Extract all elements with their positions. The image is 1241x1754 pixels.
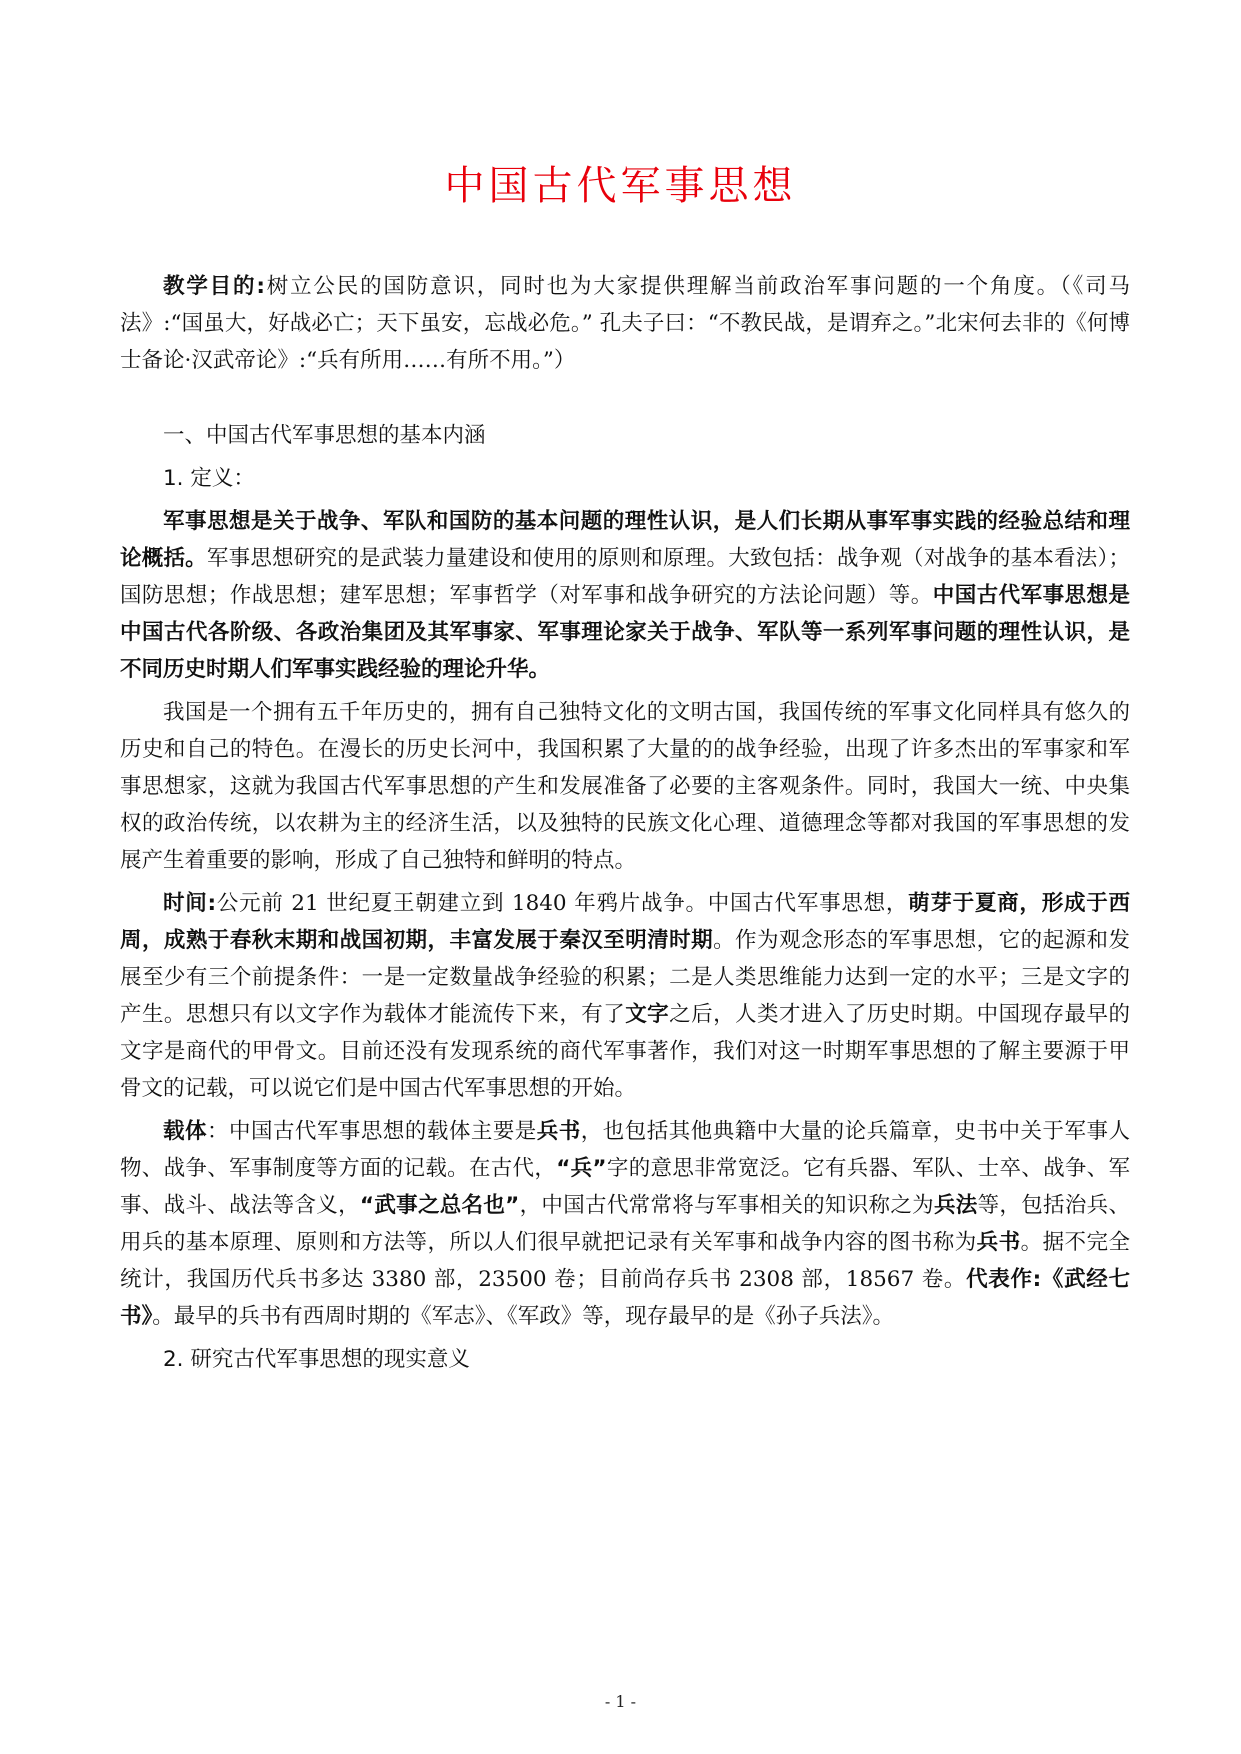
carrier-text-1: ：中国古代军事思想的载体主要是	[206, 1119, 537, 1144]
definition-paragraph	[120, 503, 1130, 688]
objective-label: 教学目的:	[163, 274, 265, 299]
document-body	[120, 268, 1130, 1384]
background-paragraph: 我国是一个拥有五千年历史的，拥有自己独特文化的文明古国，我国传统的军事文化同样具有悠久的历史和自己的特色。在漫长的历史长河中，我国积累了大量的的战争经验，出现了许多杰出的军事家和军事思想家，这就为我国古代军事思想的产生和发展准备了必要的主客观条件。同时，我国大一统、中央集权的政治传统，以农耕为主的经济生活，以及独特的民族文化心理、道德理念等都对我国的军事思想的发展产生着重要的影响，形成了自己独特和鲜明的特点。	[120, 700, 1130, 873]
carrier-text-7: 。最早的兵书有西周时期的《军志》、《军政》等，现存最早的是《孙子兵法》。	[152, 1304, 895, 1329]
carrier-bold-representative: 代表作:《武经七书》	[120, 1267, 1130, 1329]
definition-heading: 1. 定义：	[163, 466, 255, 491]
carrier-text-2: ，也包括其他典籍中大量的论兵篇章，史书中关于军事人物、战争、军事制度等方面的记载。在古代，	[120, 1119, 1130, 1181]
carrier-text-3: 字的意思非常宽泛。它有兵器、军队、士卒、战争、军事、战斗、战法等含义，	[120, 1156, 1130, 1218]
carrier-label: 载体	[163, 1119, 207, 1144]
definition-bold-1: 军事思想是关于战争、军队和国防的基本问题的理性认识，是人们长期从事军事实践的经验总结和理论概括。	[120, 509, 1130, 571]
teaching-objective-paragraph	[120, 268, 1130, 379]
carrier-paragraph	[120, 1113, 1130, 1335]
time-text-1: 公元前 21 世纪夏王朝建立到 1840 年鸦片战争。中国古代军事思想，	[216, 891, 909, 916]
carrier-bold-bing: “兵”	[556, 1156, 607, 1181]
carrier-bold-bingshu: 兵书	[536, 1119, 581, 1144]
time-bold-wenzi: 文字	[625, 1002, 670, 1027]
objective-text: 树立公民的国防意识，同时也为大家提供理解当前政治军事问题的一个角度。（《司马法》:“国虽大，好战必亡；天下虽安，忘战必危。” 孔夫子曰：“不教民战，是谓弃之。”北宋何去非的《何博士备论·汉武帝论》:“兵有所用……有所不用。”）	[120, 274, 1130, 373]
time-text-2: 。作为观念形态的军事思想，它的起源和发展至少有三个前提条件：一是一定数量战争经验的积累；二是人类思维能力达到一定的水平；三是文字的产生。思想只有以文字作为载体才能流传下来，有了	[120, 928, 1130, 1027]
carrier-text-4: ，中国古代常常将与军事相关的知识称之为	[519, 1193, 934, 1218]
carrier-bold-bingfa: 兵法	[933, 1193, 978, 1218]
carrier-text-5: 等，包括治兵、用兵的基本原理、原则和方法等，所以人们很早就把记录有关军事和战争内容的图书称为	[120, 1193, 1130, 1255]
carrier-bold-wushi: “武事之总名也”	[359, 1193, 520, 1218]
definition-bold-2: 中国古代军事思想是中国古代各阶级、各政治集团及其军事家、军事理论家关于战争、军队等一系列军事问题的理性认识，是不同历史时期人们军事实践经验的理论升华。	[120, 583, 1130, 682]
section-heading-basic-connotation: 一、中国古代军事思想的基本内涵	[163, 423, 486, 448]
carrier-text-6: 。据不完全统计，我国历代兵书多达 3380 部，23500 卷；目前尚存兵书 2308 部，18567 卷。	[120, 1230, 1130, 1292]
carrier-bold-bingshu-2: 兵书	[976, 1230, 1021, 1255]
significance-heading: 2. 研究古代军事思想的现实意义	[163, 1347, 470, 1372]
document-title: 中国古代军事思想	[444, 163, 797, 209]
time-label: 时间:	[163, 891, 217, 916]
time-bold: 萌芽于夏商，形成于西周，成熟于春秋末期和战国初期，丰富发展于秦汉至明清时期	[120, 891, 1130, 953]
page-number: - 1 -	[604, 1692, 637, 1711]
time-text-3: 之后，人类才进入了历史时期。中国现存最早的文字是商代的甲骨文。目前还没有发现系统的商代军事著作，我们对这一时期军事思想的了解主要源于甲骨文的记载，可以说它们是中国古代军事思想的开始。	[120, 1002, 1130, 1101]
definition-text-1: 军事思想研究的是武装力量建设和使用的原则和原理。大致包括：战争观（对战争的基本看法）；国防思想；作战思想；建军思想；军事哲学（对军事和战争研究的方法论问题）等。	[120, 546, 1130, 608]
time-paragraph	[120, 885, 1130, 1107]
